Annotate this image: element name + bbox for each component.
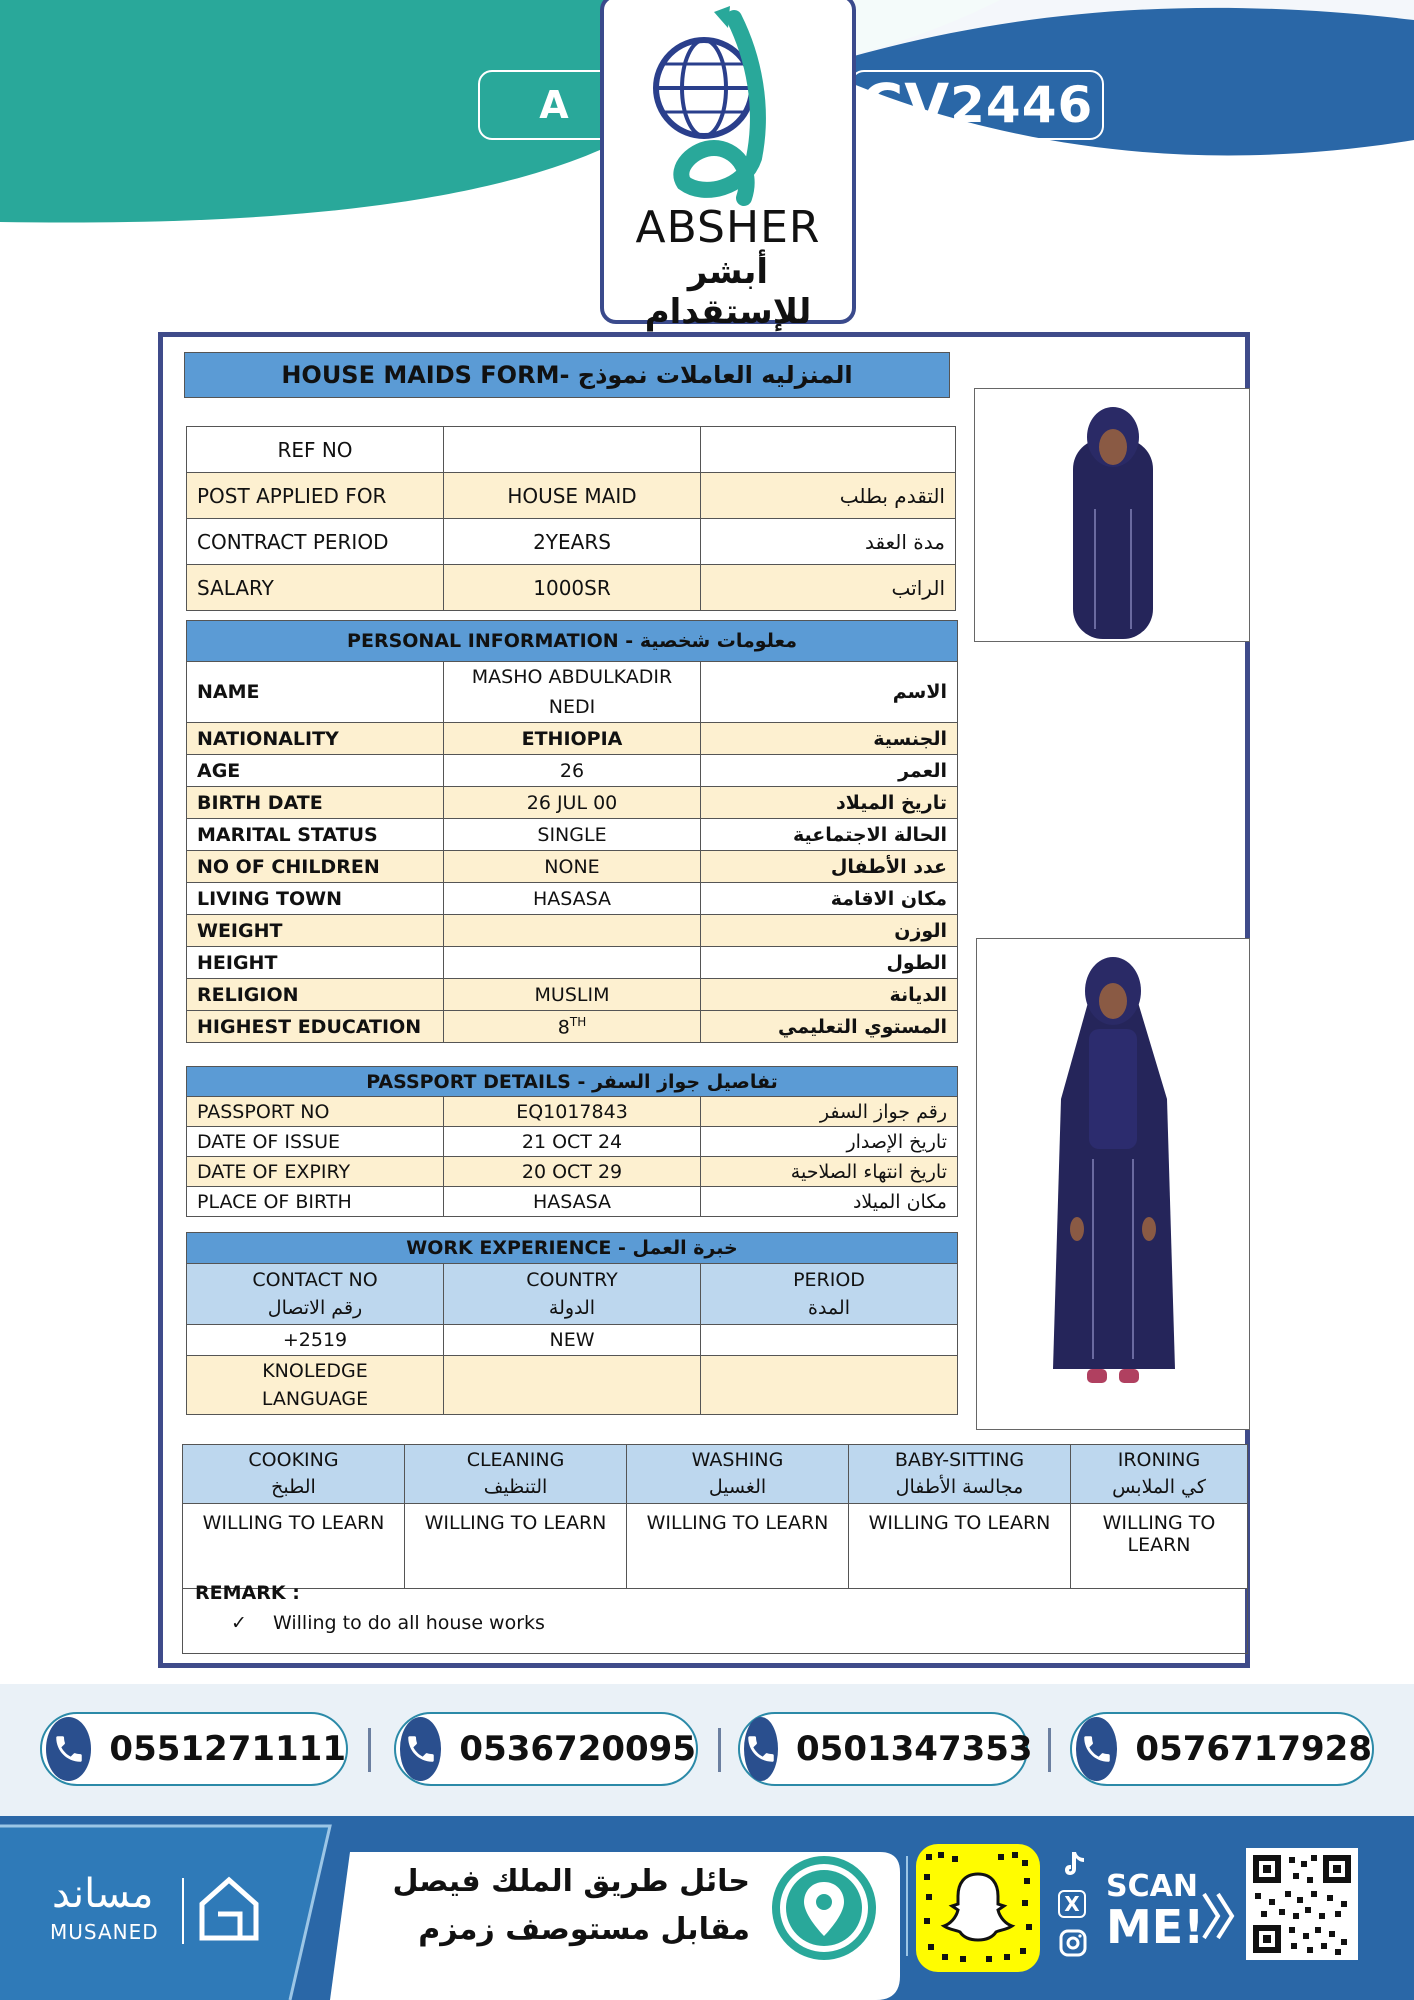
location-pin-icon[interactable] <box>772 1856 876 1960</box>
name-label: NAME <box>187 662 444 723</box>
ref-no-label: REF NO <box>187 427 444 473</box>
full-body-photo <box>976 938 1250 1430</box>
work-contact-value: +2519 <box>187 1325 444 1356</box>
chevron-right-icon <box>1198 1886 1238 1946</box>
table-row <box>187 915 958 947</box>
divider <box>906 1856 908 1956</box>
height-label: HEIGHT <box>187 947 444 979</box>
phone-contact-1[interactable] <box>40 1712 348 1786</box>
scan-label-2: ME! <box>1106 1900 1205 1954</box>
musaned-ar: مساند <box>52 1871 154 1917</box>
marital-status-value: SINGLE <box>444 819 701 851</box>
post-value: HOUSE MAID <box>444 473 701 519</box>
birth-date-label: BIRTH DATE <box>187 787 444 819</box>
skill-cleaning-level: WILLING TO LEARN <box>405 1504 627 1589</box>
divider <box>718 1728 721 1772</box>
remark-text: Willing to do all house works <box>273 1612 545 1634</box>
scan-label: SCAN <box>1106 1869 1198 1904</box>
table-row <box>187 662 958 723</box>
birth-date-ar: تاريخ الميلاد <box>701 787 958 819</box>
phone-icon <box>400 1717 441 1781</box>
person-full-body-icon <box>977 939 1249 1429</box>
phone-contact-3[interactable] <box>738 1712 1033 1786</box>
work-period-value <box>701 1325 958 1356</box>
table-row <box>187 755 958 787</box>
education-value: 8TH <box>444 1011 701 1043</box>
contract-label: CONTRACT PERIOD <box>187 519 444 565</box>
grade-badge: A <box>478 70 630 140</box>
logo-text-en: ABSHER <box>635 202 821 253</box>
cv-number-badge: CV 2446 <box>850 70 1104 140</box>
salary-label: SALARY <box>187 565 444 611</box>
passport-no-label: PASSPORT NO <box>187 1097 444 1127</box>
post-label: POST APPLIED FOR <box>187 473 444 519</box>
phone-icon <box>1076 1717 1117 1781</box>
skill-ironing-header: IRONING كي الملابس <box>1071 1445 1248 1504</box>
knowledge-language-value <box>444 1356 701 1415</box>
birth-place-label: PLACE OF BIRTH <box>187 1187 444 1217</box>
work-country-value: NEW <box>444 1325 701 1356</box>
name-ar: الاسم <box>701 662 958 723</box>
nationality-ar: الجنسية <box>701 723 958 755</box>
table-row <box>187 1356 958 1415</box>
phone-number: 0551271111 <box>109 1729 346 1769</box>
skill-cooking-header: COOKING الطبخ <box>183 1445 405 1504</box>
phone-contact-2[interactable] <box>394 1712 698 1786</box>
col-contact-no: CONTACT NO رقم الاتصال <box>187 1264 444 1325</box>
issue-date-ar: تاريخ الإصدار <box>701 1127 958 1157</box>
ref-no-value <box>444 427 701 473</box>
expiry-date-value: 20 OCT 29 <box>444 1157 701 1187</box>
skill-washing-level: WILLING TO LEARN <box>627 1504 849 1589</box>
table-row <box>187 883 958 915</box>
birth-date-value: 26 JUL 00 <box>444 787 701 819</box>
children-value: NONE <box>444 851 701 883</box>
snapchat-code[interactable] <box>916 1844 1040 1972</box>
table-row <box>187 1187 958 1217</box>
logo-text-ar: أبشر للإستقدام <box>644 252 812 332</box>
birth-place-value: HASASA <box>444 1187 701 1217</box>
remark-label: REMARK : <box>195 1582 300 1604</box>
divider <box>368 1728 371 1772</box>
ref-no-ar <box>701 427 956 473</box>
musaned-en: MUSANED <box>50 1920 159 1944</box>
issue-date-label: DATE OF ISSUE <box>187 1127 444 1157</box>
person-portrait-icon <box>975 389 1249 641</box>
instagram-icon[interactable] <box>1058 1928 1088 1958</box>
x-icon[interactable]: X <box>1058 1890 1086 1918</box>
expiry-date-label: DATE OF EXPIRY <box>187 1157 444 1187</box>
globe-logo-icon <box>604 0 852 208</box>
children-label: NO OF CHILDREN <box>187 851 444 883</box>
footer <box>0 1816 1414 2000</box>
contract-ar: مدة العقد <box>701 519 956 565</box>
check-icon: ✓ <box>231 1612 247 1634</box>
salary-value: 1000SR <box>444 565 701 611</box>
table-row <box>187 1157 958 1187</box>
skill-ironing-level: WILLING TO LEARN <box>1071 1504 1248 1589</box>
name-value: MASHO ABDULKADIR NEDI <box>444 662 701 723</box>
divider <box>1048 1728 1051 1772</box>
absher-logo <box>600 0 856 332</box>
living-town-ar: مكان الاقامة <box>701 883 958 915</box>
address-line-2: مقابل مستوصف زمزم <box>418 1912 750 1947</box>
skill-cooking-level: WILLING TO LEARN <box>183 1504 405 1589</box>
table-row <box>187 979 958 1011</box>
personal-info-header: PERSONAL INFORMATION - معلومات شخصية <box>187 621 958 662</box>
form-title: HOUSE MAIDS FORM- المنزليه العاملات نموذج <box>184 352 950 398</box>
marital-status-ar: الحالة الاجتماعية <box>701 819 958 851</box>
post-ar: التقدم بطلب <box>701 473 956 519</box>
age-label: AGE <box>187 755 444 787</box>
work-experience-table <box>186 1232 958 1415</box>
education-ar: المستوي التعليمي <box>701 1011 958 1043</box>
salary-ar: الراتب <box>701 565 956 611</box>
table-row <box>187 723 958 755</box>
skills-table <box>182 1444 1248 1589</box>
religion-ar: الديانة <box>701 979 958 1011</box>
table-row <box>187 787 958 819</box>
birth-place-ar: مكان الميلاد <box>701 1187 958 1217</box>
religion-value: MUSLIM <box>444 979 701 1011</box>
passport-no-ar: رقم جواز السفر <box>701 1097 958 1127</box>
table-row <box>187 851 958 883</box>
expiry-date-ar: تاريخ انتهاء الصلاحية <box>701 1157 958 1187</box>
col-period: PERIOD المدة <box>701 1264 958 1325</box>
qr-code-icon <box>1249 1851 1355 1957</box>
table-row <box>183 1445 1248 1504</box>
phone-contact-4[interactable] <box>1070 1712 1374 1786</box>
children-ar: عدد الأطفال <box>701 851 958 883</box>
table-row <box>187 1325 958 1356</box>
table-row <box>187 473 956 519</box>
skill-babysitting-level: WILLING TO LEARN <box>849 1504 1071 1589</box>
qr-code[interactable] <box>1246 1848 1358 1960</box>
age-ar: العمر <box>701 755 958 787</box>
passport-header: PASSPORT DETAILS - تفاصيل جواز السفر <box>187 1067 958 1097</box>
knowledge-language-label: KNOLEDGE LANGUAGE <box>187 1356 444 1415</box>
phone-number: 0576717928 <box>1135 1729 1372 1769</box>
phone-icon <box>46 1717 91 1781</box>
knowledge-language-extra <box>701 1356 958 1415</box>
table-row <box>187 1127 958 1157</box>
table-row <box>187 947 958 979</box>
weight-ar: الوزن <box>701 915 958 947</box>
education-label: HIGHEST EDUCATION <box>187 1011 444 1043</box>
living-town-value: HASASA <box>444 883 701 915</box>
table-row <box>183 1504 1248 1589</box>
height-ar: الطول <box>701 947 958 979</box>
musaned-house-icon <box>196 1874 262 1944</box>
weight-value <box>444 915 701 947</box>
contract-value: 2YEARS <box>444 519 701 565</box>
table-row <box>187 1011 958 1043</box>
phone-number: 0501347353 <box>796 1729 1033 1769</box>
passport-table <box>186 1066 958 1217</box>
skill-cleaning-header: CLEANING التنظيف <box>405 1445 627 1504</box>
table-row <box>187 1097 958 1127</box>
phone-number: 0536720095 <box>459 1729 696 1769</box>
application-table <box>186 426 956 611</box>
table-row <box>187 1264 958 1325</box>
religion-label: RELIGION <box>187 979 444 1011</box>
passport-no-value: EQ1017843 <box>444 1097 701 1127</box>
nationality-value: ETHIOPIA <box>444 723 701 755</box>
skill-babysitting-header: BABY-SITTING مجالسة الأطفال <box>849 1445 1071 1504</box>
table-row <box>187 819 958 851</box>
divider <box>182 1878 184 1944</box>
remark-box <box>182 1580 1248 1654</box>
table-row <box>187 519 956 565</box>
nationality-label: NATIONALITY <box>187 723 444 755</box>
age-value: 26 <box>444 755 701 787</box>
portrait-photo <box>974 388 1250 642</box>
weight-label: WEIGHT <box>187 915 444 947</box>
personal-info-table <box>186 620 958 1043</box>
issue-date-value: 21 OCT 24 <box>444 1127 701 1157</box>
work-experience-header: WORK EXPERIENCE - خبرة العمل <box>187 1233 958 1264</box>
marital-status-label: MARITAL STATUS <box>187 819 444 851</box>
col-country: COUNTRY الدولة <box>444 1264 701 1325</box>
phone-icon <box>744 1717 778 1781</box>
height-value <box>444 947 701 979</box>
table-row <box>187 565 956 611</box>
snapchat-ghost-icon <box>916 1844 1040 1972</box>
tiktok-icon[interactable] <box>1058 1848 1090 1880</box>
address-line-1: حائل طريق الملك فيصل <box>392 1864 750 1899</box>
living-town-label: LIVING TOWN <box>187 883 444 915</box>
skill-washing-header: WASHING الغسيل <box>627 1445 849 1504</box>
table-row <box>187 427 956 473</box>
